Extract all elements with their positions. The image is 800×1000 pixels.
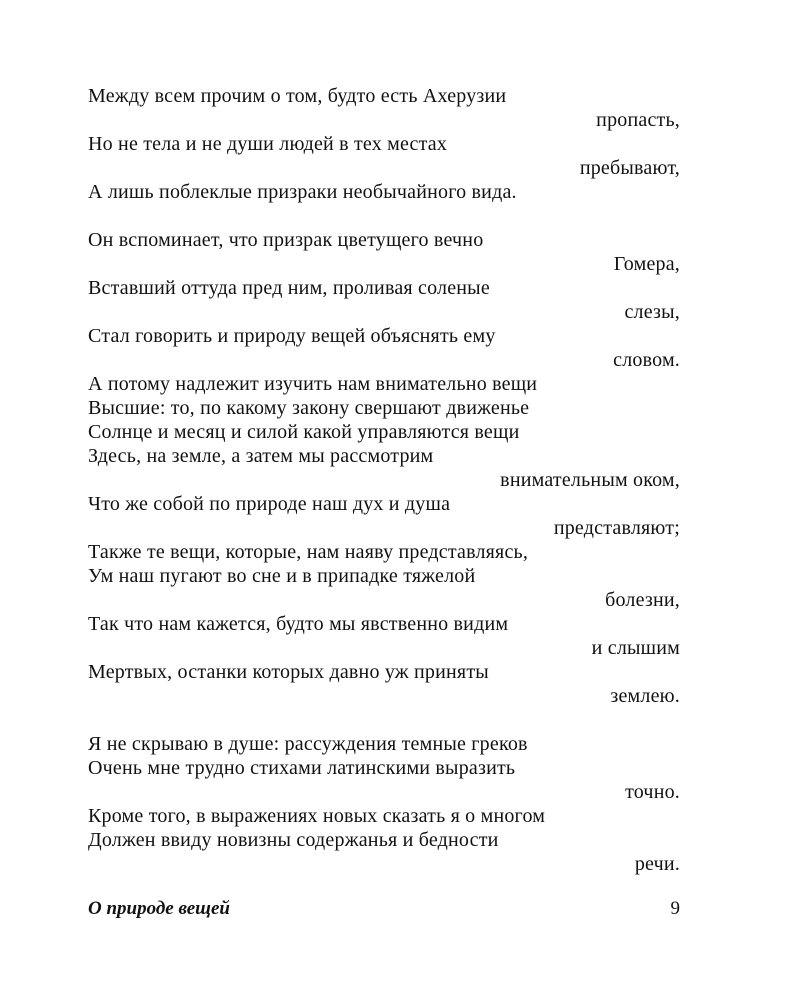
- verse-line-continuation: речи.: [634, 853, 680, 875]
- verse-line: Кроме того, в выражениях новых сказать я о многом: [88, 805, 546, 827]
- verse-line: Я не скрываю в душе: рассуждения темные греков: [88, 733, 528, 755]
- verse-line: А лишь поблеклые призраки необычайного вида.: [88, 181, 517, 203]
- verse-line: Между всем прочим о том, будто есть Ахерузии: [88, 85, 507, 107]
- verse-line-continuation: болезни,: [605, 589, 680, 611]
- verse-line: Но не тела и не души людей в тех местах: [88, 133, 448, 155]
- verse-line: Он вспоминает, что призрак цветущего вечно: [88, 229, 484, 251]
- verse-line-continuation: внимательным оком,: [500, 469, 680, 491]
- verse-line: Также те вещи, которые, нам наяву представляясь,: [88, 541, 529, 563]
- page-footer: [88, 896, 680, 922]
- verse-line: Солнце и месяц и силой какой управляются вещи: [88, 421, 520, 443]
- verse-line: Что же собой по природе наш дух и душа: [88, 493, 451, 515]
- verse-line: Мертвых, останки которых давно уж приняты: [88, 661, 489, 683]
- verse-line-continuation: слезы,: [624, 301, 680, 323]
- verse-line: Должен ввиду новизны содержанья и бедности: [88, 829, 499, 851]
- stanza: [88, 84, 680, 204]
- verse-line-continuation: пребывают,: [579, 157, 680, 179]
- verse-line: А потому надлежит изучить нам внимательно вещи: [88, 373, 538, 395]
- verse-line-continuation: точно.: [625, 781, 680, 803]
- verse-line-continuation: землею.: [610, 685, 680, 707]
- verse-line-continuation: Гомера,: [613, 253, 680, 275]
- verse-line-continuation: представляют;: [553, 517, 680, 539]
- verse-line: Стал говорить и природу вещей объяснять ему: [88, 325, 496, 347]
- verse-line: Высшие: то, по какому закону свершают движенье: [88, 397, 530, 419]
- verse-line: Очень мне трудно стихами латинскими выразить: [88, 757, 516, 779]
- stanza-break: [88, 204, 680, 228]
- stanza: [88, 228, 680, 708]
- verse-line: Вставший оттуда пред ним, проливая соленые: [88, 277, 490, 299]
- stanza: [88, 732, 680, 876]
- stanza-break: [88, 708, 680, 732]
- poem-text: [88, 84, 680, 876]
- running-title: О природе вещей: [88, 898, 230, 919]
- verse-line: Так что нам кажется, будто мы явственно видим: [88, 613, 509, 635]
- verse-line-continuation: и слышим: [591, 637, 680, 659]
- page-number: 9: [670, 898, 680, 919]
- verse-line: Здесь, на земле, а затем мы рассмотрим: [88, 445, 434, 467]
- verse-line: Ум наш пугают во сне и в припадке тяжелой: [88, 565, 476, 587]
- verse-line-continuation: словом.: [613, 349, 680, 371]
- verse-line-continuation: пропасть,: [596, 109, 680, 131]
